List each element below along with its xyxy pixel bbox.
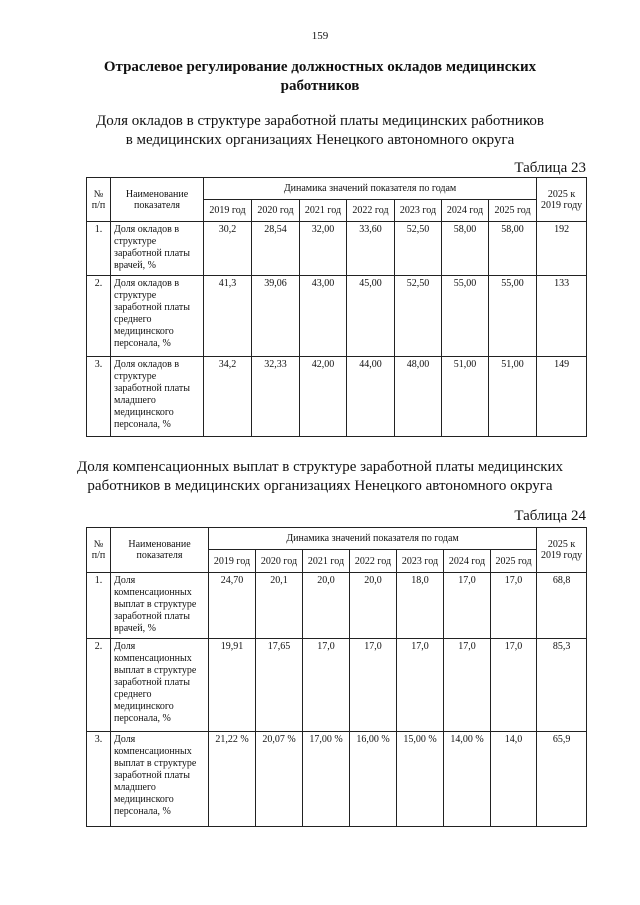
row-value: 20,1 — [256, 573, 303, 639]
row-value: 55,00 — [489, 276, 537, 357]
row-value: 17,0 — [397, 639, 444, 732]
table-23 — [86, 177, 587, 437]
row-total: 68,8 — [537, 573, 587, 639]
row-value: 45,00 — [347, 276, 395, 357]
row-value: 21,22 % — [209, 732, 256, 827]
row-value: 39,06 — [252, 276, 300, 357]
table24-label: Таблица 24 — [514, 508, 586, 524]
row-total: 65,9 — [537, 732, 587, 827]
table24-heading-line1: Доля компенсационных выплат в структуре заработной платы медицинских — [76, 459, 564, 475]
table23-label: Таблица 23 — [514, 160, 586, 176]
row-value: 17,0 — [303, 639, 350, 732]
table-row — [87, 222, 587, 276]
header-year: 2023 год — [397, 550, 444, 573]
page-number: 159 — [311, 30, 329, 42]
row-value: 14,0 — [491, 732, 537, 827]
table-row — [87, 357, 587, 437]
header-year: 2019 год — [204, 200, 252, 222]
header-year: 2021 год — [303, 550, 350, 573]
row-total: 85,3 — [537, 639, 587, 732]
row-value: 20,07 % — [256, 732, 303, 827]
table24-heading — [0, 458, 640, 496]
header-num: № п/п — [87, 178, 111, 222]
row-value: 51,00 — [489, 357, 537, 437]
header-year: 2020 год — [252, 200, 300, 222]
main-title-line1: Отраслевое регулирование должностных окладов медицинских — [103, 59, 537, 75]
row-number: 2. — [87, 639, 111, 732]
row-value: 24,70 — [209, 573, 256, 639]
row-value: 30,2 — [204, 222, 252, 276]
row-value: 17,0 — [350, 639, 397, 732]
row-value: 44,00 — [347, 357, 395, 437]
header-year: 2023 год — [395, 200, 442, 222]
main-title — [0, 58, 640, 96]
header-year: 2025 год — [489, 200, 537, 222]
row-value: 33,60 — [347, 222, 395, 276]
header-year: 2024 год — [444, 550, 491, 573]
table-row — [87, 639, 587, 732]
row-value: 28,54 — [252, 222, 300, 276]
row-value: 17,0 — [491, 573, 537, 639]
header-total: 2025 к 2019 году — [537, 528, 587, 573]
row-value: 15,00 % — [397, 732, 444, 827]
header-name: Наименование показателя — [111, 528, 209, 573]
header-year: 2022 год — [350, 550, 397, 573]
row-value: 58,00 — [442, 222, 489, 276]
header-name: Наименование показателя — [111, 178, 204, 222]
table23-heading-line2: в медицинских организациях Ненецкого автономного округа — [125, 132, 515, 148]
header-year: 2020 год — [256, 550, 303, 573]
table-row — [87, 573, 587, 639]
row-total: 149 — [537, 357, 587, 437]
row-value: 48,00 — [395, 357, 442, 437]
row-value: 18,0 — [397, 573, 444, 639]
table23-heading — [0, 112, 640, 150]
row-value: 32,00 — [300, 222, 347, 276]
row-value: 32,33 — [252, 357, 300, 437]
header-year: 2024 год — [442, 200, 489, 222]
row-value: 19,91 — [209, 639, 256, 732]
row-number: 2. — [87, 276, 111, 357]
row-number: 3. — [87, 357, 111, 437]
row-value: 52,50 — [395, 222, 442, 276]
row-value: 41,3 — [204, 276, 252, 357]
row-number: 3. — [87, 732, 111, 827]
row-name: Доля компенсационных выплат в структуре заработной платы среднего медицинского персонала, % — [111, 639, 209, 732]
header-dynamics: Динамика значений показателя по годам — [209, 528, 537, 550]
row-value: 17,00 % — [303, 732, 350, 827]
row-value: 34,2 — [204, 357, 252, 437]
row-value: 58,00 — [489, 222, 537, 276]
table23-heading-line1: Доля окладов в структуре заработной платы медицинских работников — [96, 113, 544, 129]
header-dynamics: Динамика значений показателя по годам — [204, 178, 537, 200]
row-name: Доля окладов в структуре заработной платы младшего медицинского персонала, % — [111, 357, 204, 437]
header-total: 2025 к 2019 году — [537, 178, 587, 222]
row-name: Доля компенсационных выплат в структуре заработной платы младшего медицинского персонала, % — [111, 732, 209, 827]
row-value: 17,0 — [444, 573, 491, 639]
row-number: 1. — [87, 573, 111, 639]
row-value: 52,50 — [395, 276, 442, 357]
header-year: 2019 год — [209, 550, 256, 573]
row-name: Доля компенсационных выплат в структуре заработной платы врачей, % — [111, 573, 209, 639]
row-value: 43,00 — [300, 276, 347, 357]
row-value: 17,0 — [491, 639, 537, 732]
row-value: 55,00 — [442, 276, 489, 357]
header-year: 2025 год — [491, 550, 537, 573]
main-title-line2: работников — [280, 78, 360, 94]
row-name: Доля окладов в структуре заработной платы среднего медицинского персонала, % — [111, 276, 204, 357]
row-value: 20,0 — [350, 573, 397, 639]
table-row — [87, 276, 587, 357]
table-24 — [86, 527, 587, 827]
row-name: Доля окладов в структуре заработной платы врачей, % — [111, 222, 204, 276]
header-year: 2021 год — [300, 200, 347, 222]
row-value: 17,65 — [256, 639, 303, 732]
header-num: № п/п — [87, 528, 111, 573]
row-value: 20,0 — [303, 573, 350, 639]
header-year: 2022 год — [347, 200, 395, 222]
row-number: 1. — [87, 222, 111, 276]
row-value: 51,00 — [442, 357, 489, 437]
table-row — [87, 732, 587, 827]
row-value: 16,00 % — [350, 732, 397, 827]
row-total: 133 — [537, 276, 587, 357]
row-value: 17,0 — [444, 639, 491, 732]
row-value: 42,00 — [300, 357, 347, 437]
table24-heading-line2: работников в медицинских организациях Ненецкого автономного округа — [87, 478, 553, 494]
row-value: 14,00 % — [444, 732, 491, 827]
row-total: 192 — [537, 222, 587, 276]
